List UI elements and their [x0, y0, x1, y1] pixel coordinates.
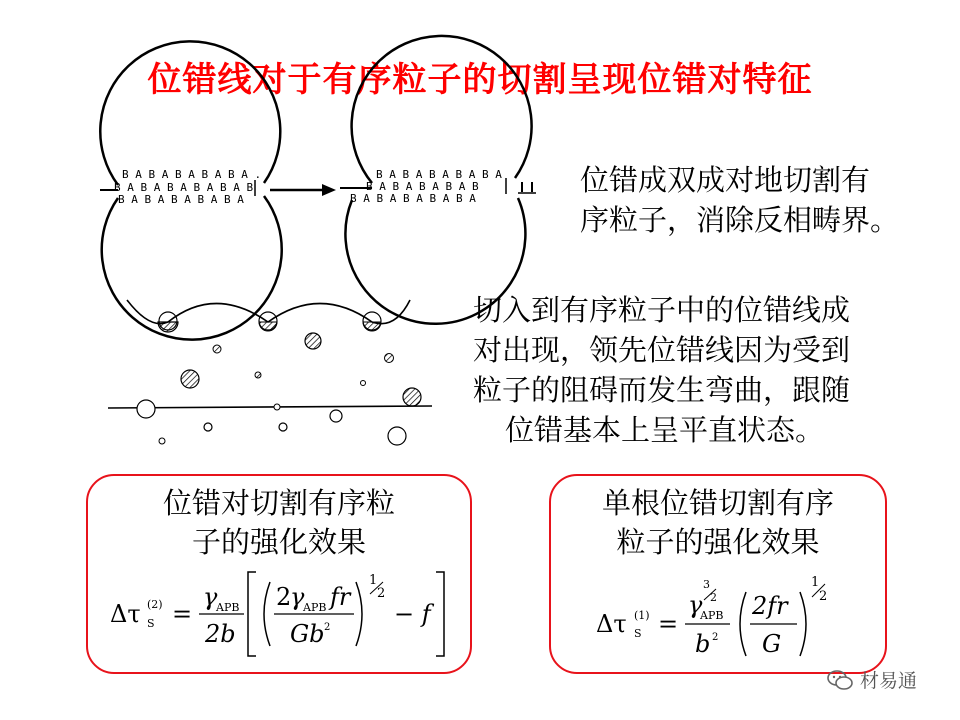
box2-title-line1: 单根位错切割有序 [601, 486, 834, 520]
f1-num2-tail: fr [330, 583, 351, 611]
fig1-left-row-3: B A B A B A B A B A [118, 193, 244, 206]
f1-den2-sup: 2 [324, 622, 331, 633]
f1-minus-f: − f [394, 600, 431, 628]
f2-gamma-sub: APB [700, 609, 724, 622]
f1-num2-coef: 2 [276, 583, 292, 611]
wechat-icon [826, 669, 854, 691]
f2-den2: G [762, 630, 782, 658]
box1-title-line1: 位错对切割有序粒 [162, 486, 395, 520]
fig1-right-row-2: B A B A B A B A B [366, 180, 479, 193]
box1-title-line2: 子的强化效果 [191, 525, 366, 559]
f2-delta-tau: Δτ [596, 610, 627, 638]
watermark-text: 材易通 [860, 670, 918, 692]
f2-gamma-exp-num: 3 [703, 578, 710, 591]
f2-exp-num: 1 [811, 575, 820, 590]
f1-gamma-2-sub: APB [303, 601, 327, 614]
formula-single-strengthening [596, 575, 827, 658]
f1-gamma-2: γ [290, 583, 305, 611]
box2-title-line2: 粒子的强化效果 [616, 525, 820, 559]
fig1-left-row-1: B A B A B A B A B A . [122, 168, 262, 181]
f1-exp-num: 1 [369, 573, 378, 588]
f1-den1: 2b [205, 620, 236, 648]
paragraph2-line2: 对出现，领先位错线因为受到 [473, 333, 851, 367]
paragraph2-line4: 位错基本上呈平直状态。 [505, 413, 825, 447]
paragraph1-line1: 位错成双成对地切割有 [580, 163, 871, 197]
f2-num2: 2fr [752, 592, 788, 620]
f1-tau-sub: S [147, 617, 155, 630]
fig1-left-row-2: B A B A B A B A B A B [114, 181, 254, 194]
watermark [826, 666, 917, 693]
f1-equals: = [172, 600, 193, 628]
f2-den1-sup: 2 [712, 632, 719, 643]
f2-gamma: γ [688, 591, 703, 619]
f2-den1: b [695, 630, 711, 658]
f1-den2: Gb [290, 620, 325, 648]
fig1-right-row-3: B A B A B A B A B A [350, 192, 476, 205]
f2-equals: = [658, 610, 679, 638]
paragraph2-line3: 粒子的阻碍而发生弯曲，跟随 [473, 373, 851, 407]
f1-exp-den: 2 [377, 586, 386, 601]
page-title: 位错线对于有序粒子的切割呈现位错对特征 [147, 60, 813, 100]
f1-tau-sup: (2) [147, 598, 163, 611]
paragraph2-line1: 切入到有序粒子中的位错线成 [473, 293, 851, 327]
paragraph1-line2: 序粒子，消除反相畴界。 [580, 203, 900, 237]
f2-gamma-exp-den: 2 [710, 591, 717, 604]
f1-gamma: γ [203, 583, 218, 611]
fig1-right-row-1: B A B A B A B A B A [376, 168, 502, 181]
f1-delta-tau: Δτ [110, 600, 141, 628]
f2-exp-den: 2 [819, 589, 828, 604]
f2-tau-sup: (1) [634, 609, 650, 622]
f1-gamma-sub: APB [216, 601, 240, 614]
f2-tau-sub: S [634, 627, 642, 640]
